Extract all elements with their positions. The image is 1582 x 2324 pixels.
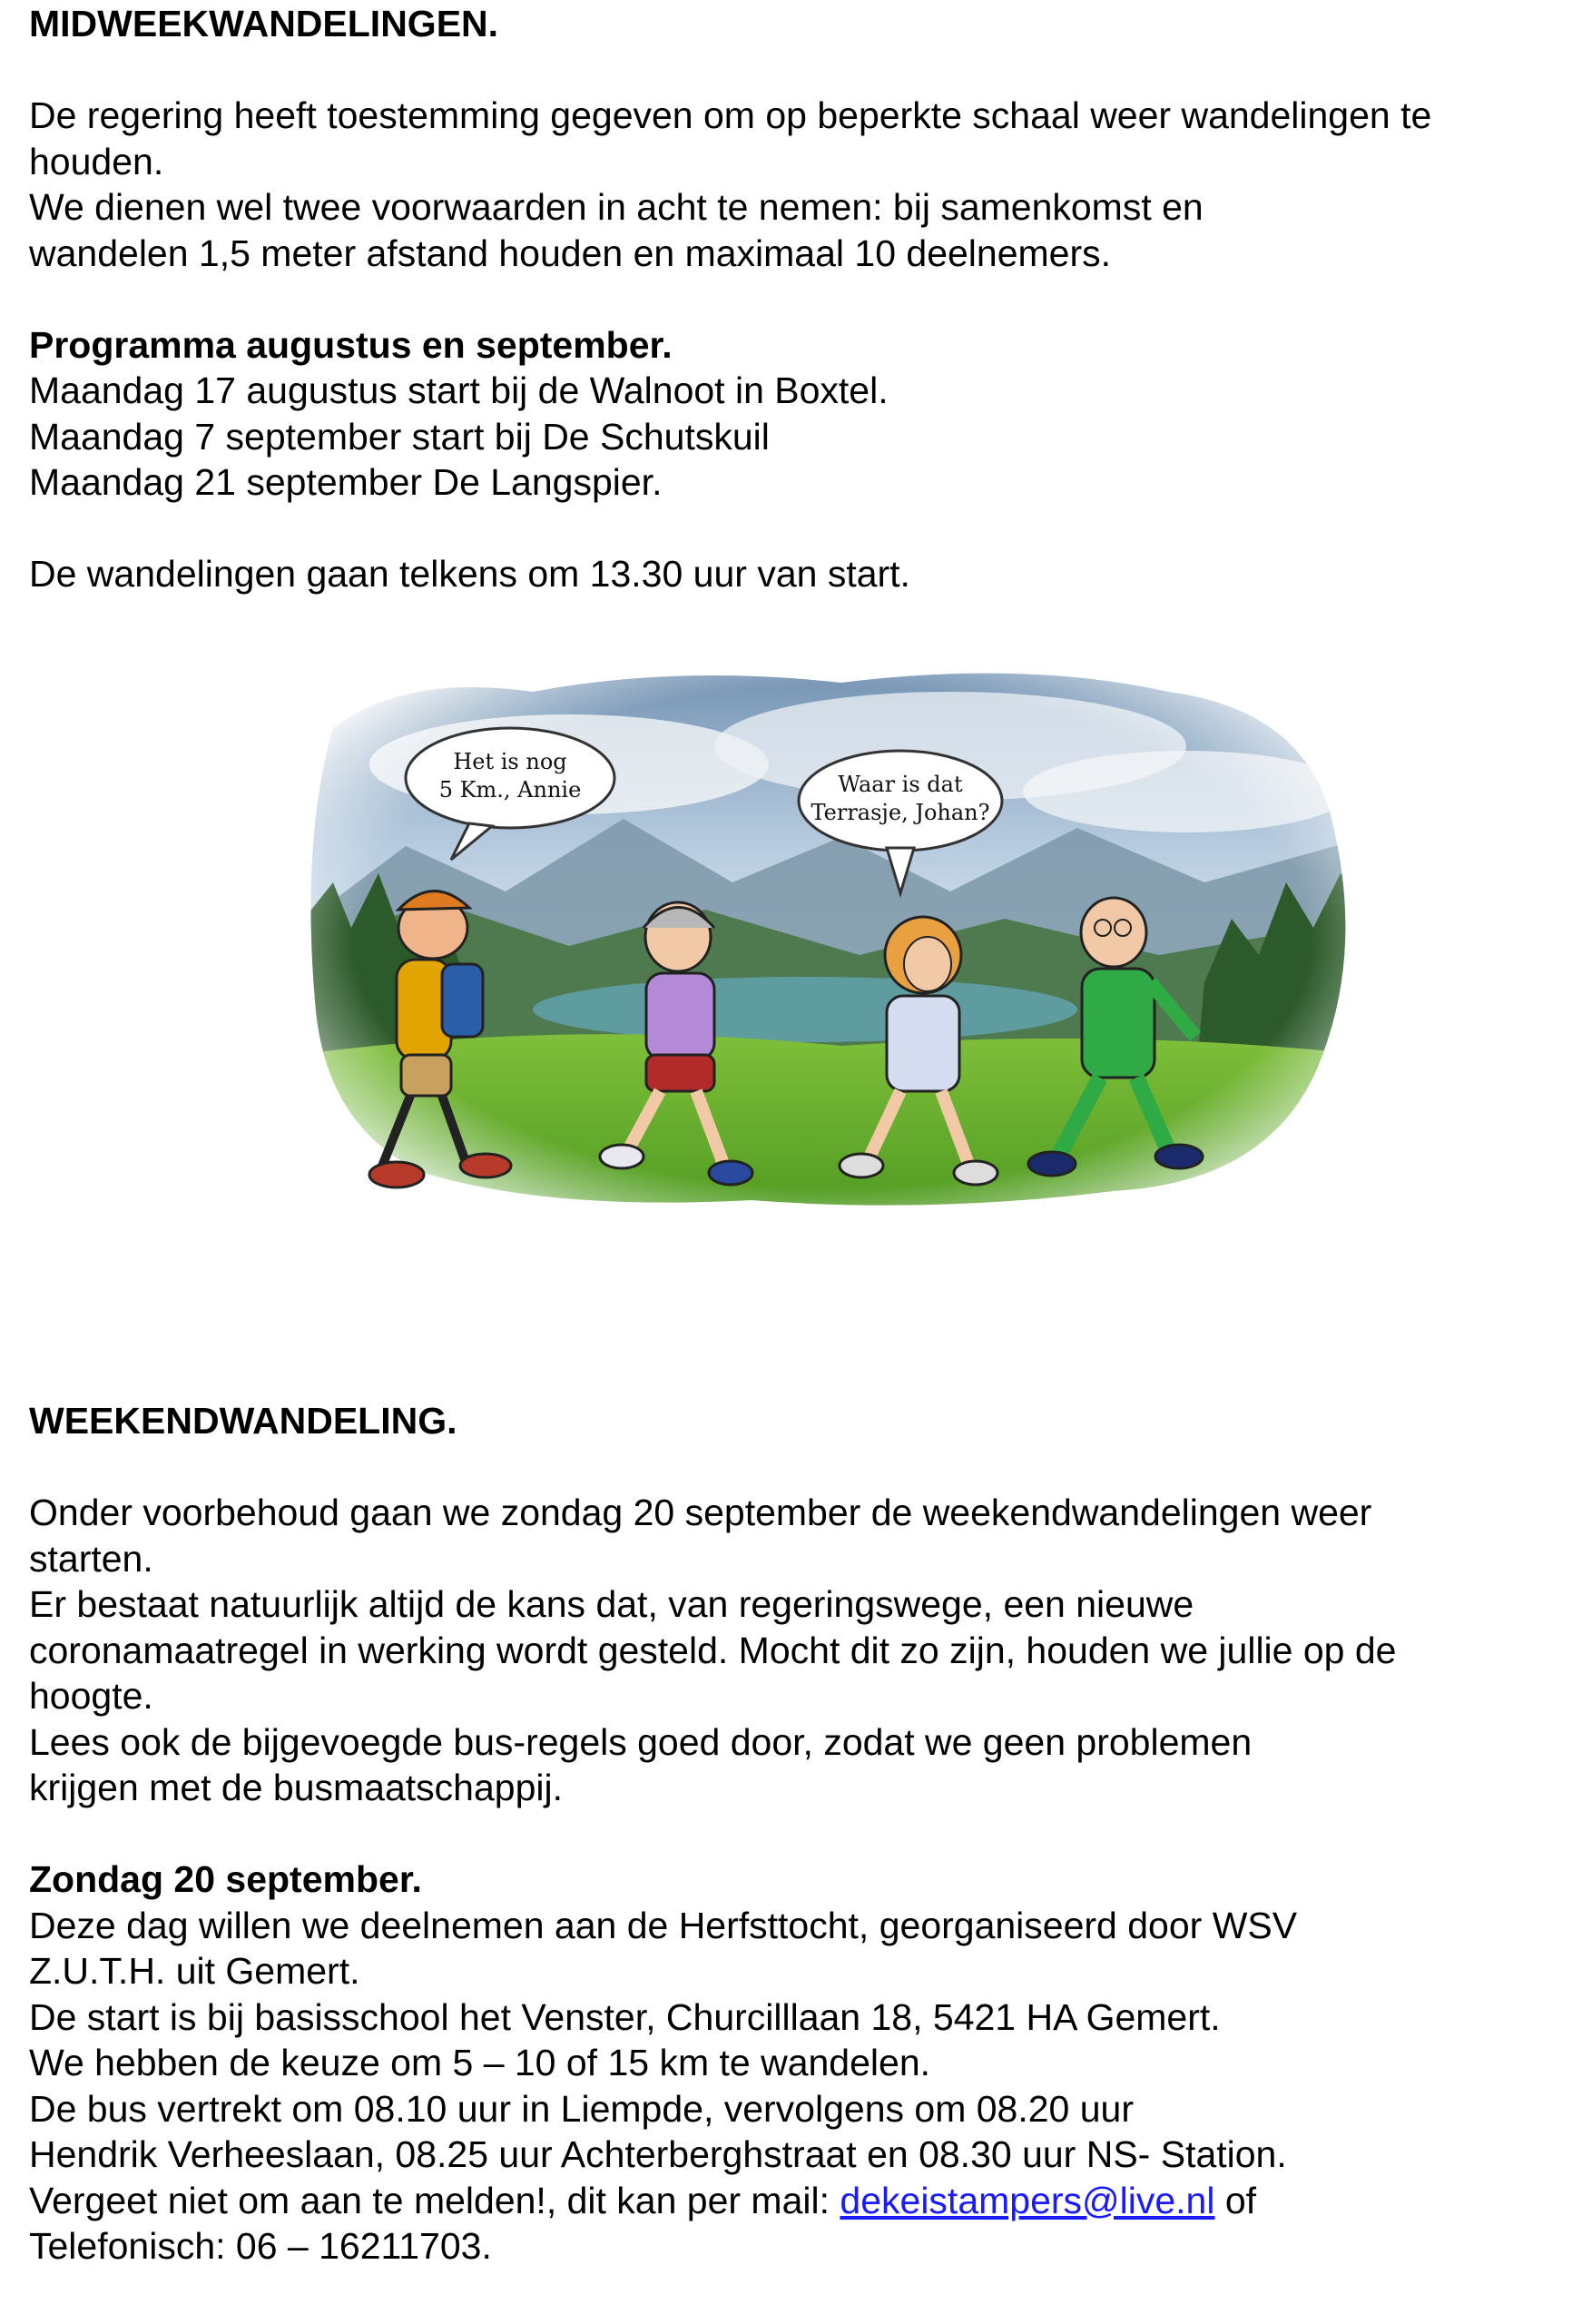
svg-text:Het is nog: Het is nog <box>453 749 567 774</box>
sunday-title: Zondag 20 september. <box>29 1858 422 1900</box>
contact-line <box>29 2178 1396 2224</box>
midweek-text-line: De regering heeft toestemming gegeven om op beperkte schaal weer wandelingen te <box>29 94 1432 136</box>
program-item: Maandag 17 augustus start bij de Walnoot in Boxtel. <box>29 369 889 411</box>
program-item: Maandag 7 september start bij De Schutskuil <box>29 415 770 458</box>
weekend-text-line: starten. <box>29 1537 153 1580</box>
midweek-section <box>29 1 1431 597</box>
weekend-text-line: coronamaatregel in werking wordt gesteld. Mocht dit zo zijn, houden we jullie op de <box>29 1629 1397 1671</box>
weekend-title: WEEKENDWANDELING. <box>29 1400 457 1442</box>
midweek-text-line: We dienen wel twee voorwaarden in acht te nemen: bij samenkomst en <box>29 186 1204 228</box>
contact-suffix: of <box>1214 2179 1257 2221</box>
midweek-text-line: houden. <box>29 140 164 182</box>
weekend-text-line: hoogte. <box>29 1675 153 1717</box>
weekend-text-line: krijgen met de busmaatschappij. <box>29 1767 563 1808</box>
weekend-text-line: Lees ook de bijgevoegde bus-regels goed door, zodat we geen problemen <box>29 1720 1253 1763</box>
svg-text:Terrasje, Johan?: Terrasje, Johan? <box>811 800 990 825</box>
hikers-illustration <box>297 655 1368 1218</box>
program-item: Maandag 21 september De Langspier. <box>29 461 663 503</box>
svg-text:Waar is dat: Waar is dat <box>838 772 963 797</box>
sunday-text-line: Z.U.T.H. uit Gemert. <box>29 1950 360 1992</box>
phone-line: Telefonisch: 06 – 16211703. <box>29 2225 492 2267</box>
midweek-text-line: wandelen 1,5 meter afstand houden en maximaal 10 deelnemers. <box>29 231 1112 274</box>
sunday-text-line: De start is bij basisschool het Venster, Churcilllaan 18, 5421 HA Gemert. <box>29 1995 1221 2038</box>
weekend-text-line: Er bestaat natuurlijk altijd de kans dat, van regeringswege, een nieuwe <box>29 1583 1194 1625</box>
sunday-text-line: De bus vertrekt om 08.10 uur in Liempde, vervolgens om 08.20 uur <box>29 2087 1134 2130</box>
midweek-title: MIDWEEKWANDELINGEN. <box>29 3 499 44</box>
sunday-text-line: Deze dag willen we deelnemen aan de Herfsttocht, georganiseerd door WSV <box>29 1904 1298 1946</box>
start-time-text: De wandelingen gaan telkens om 13.30 uur van start. <box>29 553 910 595</box>
sunday-text-line: Hendrik Verheeslaan, 08.25 uur Achterberghstraat en 08.30 uur NS- Station. <box>29 2133 1287 2175</box>
sunday-text-line: We hebben de keuze om 5 – 10 of 15 km te wandelen. <box>29 2042 931 2083</box>
svg-text:5 Km., Annie: 5 Km., Annie <box>438 777 582 803</box>
email-link[interactable]: dekeistampers@live.nl <box>840 2179 1215 2221</box>
program-title: Programma augustus en september. <box>29 323 673 366</box>
weekend-section <box>29 1398 1396 2270</box>
weekend-text-line: Onder voorbehoud gaan we zondag 20 september de weekendwandelingen weer <box>29 1492 1372 1533</box>
contact-prefix: Vergeet niet om aan te melden!, dit kan per mail: <box>29 2179 840 2221</box>
